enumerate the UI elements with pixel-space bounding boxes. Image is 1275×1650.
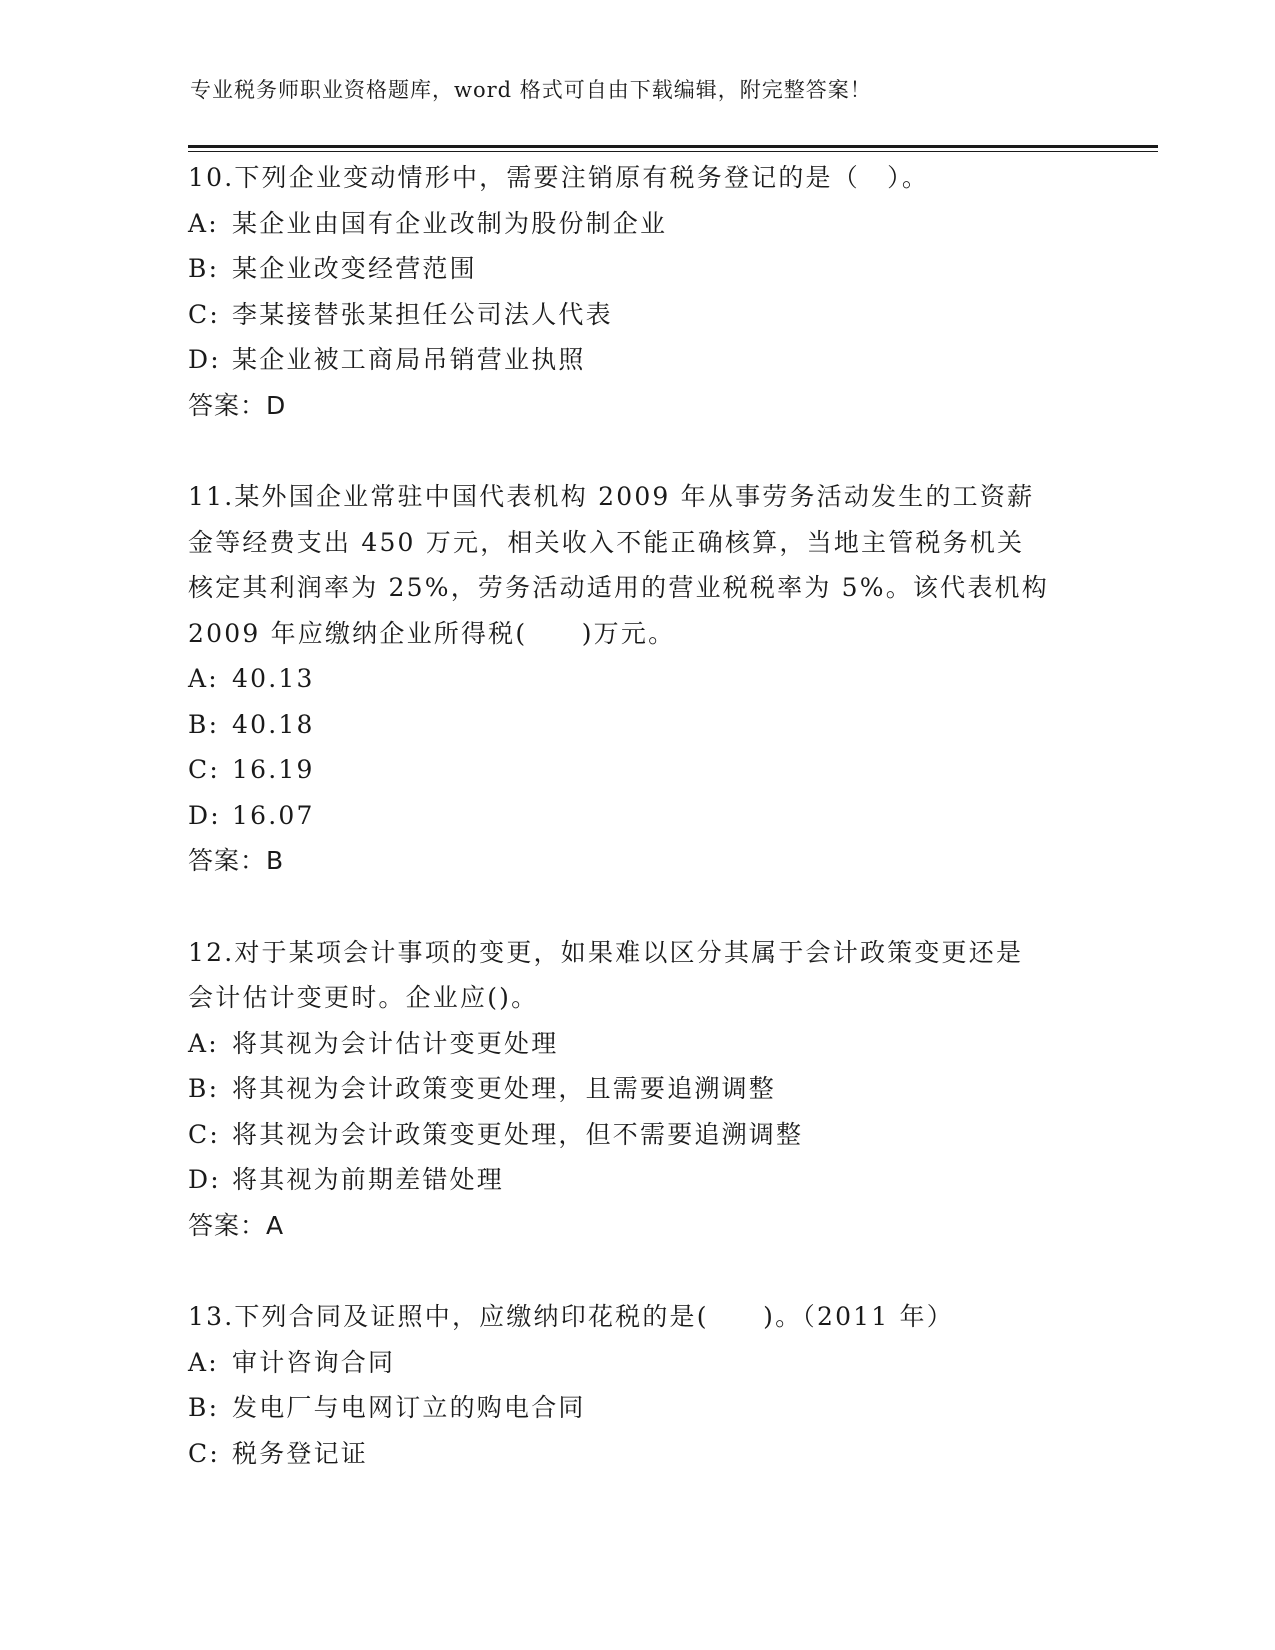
option-letter: B:: [188, 1393, 220, 1422]
stem-line: 13.下列合同及证照中，应缴纳印花税的是( )。（2011 年）: [188, 1302, 954, 1331]
question-10: [188, 155, 1088, 428]
option-text: 某企业改变经营范围: [232, 254, 477, 283]
answer-line: 答案：D: [188, 390, 287, 420]
page-header: 专业税务师职业资格题库，word 格式可自由下载编辑，附完整答案！: [190, 78, 872, 102]
option-text: 发电厂与电网订立的购电合同: [232, 1393, 586, 1422]
question-stem: [188, 474, 1088, 656]
option-text: 40.18: [232, 709, 315, 739]
option-a: [188, 201, 1088, 247]
option-text: 16.19: [232, 755, 315, 784]
option-b: [188, 246, 1088, 292]
header-rule-thick: [188, 145, 1158, 148]
question-stem: [188, 155, 1088, 201]
option-c: [188, 747, 1088, 793]
option-letter: C:: [188, 1438, 220, 1468]
option-d: [188, 793, 1088, 839]
option-letter: C:: [188, 299, 220, 329]
option-text: 将其视为前期差错处理: [232, 1165, 505, 1194]
option-letter: B:: [188, 254, 220, 283]
option-letter: A:: [188, 1028, 219, 1058]
option-text: 税务登记证: [232, 1438, 369, 1468]
option-letter: B:: [188, 1074, 220, 1103]
option-text: 40.13: [232, 664, 315, 693]
option-b: [188, 1385, 1088, 1431]
question-11: [188, 474, 1088, 884]
option-d: [188, 1157, 1088, 1203]
option-letter: A:: [188, 208, 219, 238]
option-c: [188, 1431, 1088, 1477]
option-b: [188, 1066, 1088, 1112]
option-text: 某企业由国有企业改制为股份制企业: [232, 208, 668, 238]
option-text: 审计咨询合同: [232, 1347, 396, 1377]
stem-line: 会计估计变更时。企业应()。: [188, 983, 539, 1012]
stem-line: 核定其利润率为 25%，劳务活动适用的营业税税率为 5%。该代表机构: [188, 573, 1049, 602]
question-list: [188, 155, 1088, 1476]
option-b: [188, 702, 1088, 748]
question-stem: [188, 1294, 1088, 1340]
stem-line: 金等经费支出 450 万元，相关收入不能正确核算，当地主管税务机关: [188, 527, 1025, 557]
option-text: 将其视为会计估计变更处理: [232, 1028, 559, 1058]
stem-line: 12.对于某项会计事项的变更，如果难以区分其属于会计政策变更还是: [188, 937, 1024, 967]
option-letter: D:: [188, 1165, 221, 1194]
stem-line: 11.某外国企业常驻中国代表机构 2009 年从事劳务活动发生的工资薪: [188, 482, 1035, 511]
option-text: 某企业被工商局吊销营业执照: [232, 345, 586, 374]
option-d: [188, 337, 1088, 383]
option-a: [188, 1021, 1088, 1067]
question-12: [188, 930, 1088, 1249]
option-letter: A:: [188, 1347, 219, 1377]
question-stem: [188, 930, 1088, 1021]
option-c: [188, 1112, 1088, 1158]
question-13: [188, 1294, 1088, 1476]
option-letter: B:: [188, 709, 220, 739]
stem-line: 10.下列企业变动情形中，需要注销原有税务登记的是（ ）。: [188, 163, 930, 192]
option-text: 李某接替张某担任公司法人代表: [232, 299, 613, 329]
option-text: 将其视为会计政策变更处理，但不需要追溯调整: [232, 1119, 804, 1149]
option-c: [188, 292, 1088, 338]
option-a: [188, 656, 1088, 702]
option-letter: D:: [188, 345, 221, 374]
option-letter: A:: [188, 664, 219, 693]
option-letter: C:: [188, 1119, 220, 1149]
header-rule-thin: [188, 151, 1158, 152]
option-letter: C:: [188, 755, 220, 784]
option-text: 将其视为会计政策变更处理，且需要追溯调整: [232, 1074, 777, 1103]
answer-line: 答案：A: [188, 1210, 285, 1240]
option-a: [188, 1340, 1088, 1386]
answer-line: 答案：B: [188, 846, 285, 875]
option-text: 16.07: [232, 800, 315, 830]
stem-line: 2009 年应缴纳企业所得税( )万元。: [188, 618, 676, 648]
option-letter: D:: [188, 800, 221, 830]
